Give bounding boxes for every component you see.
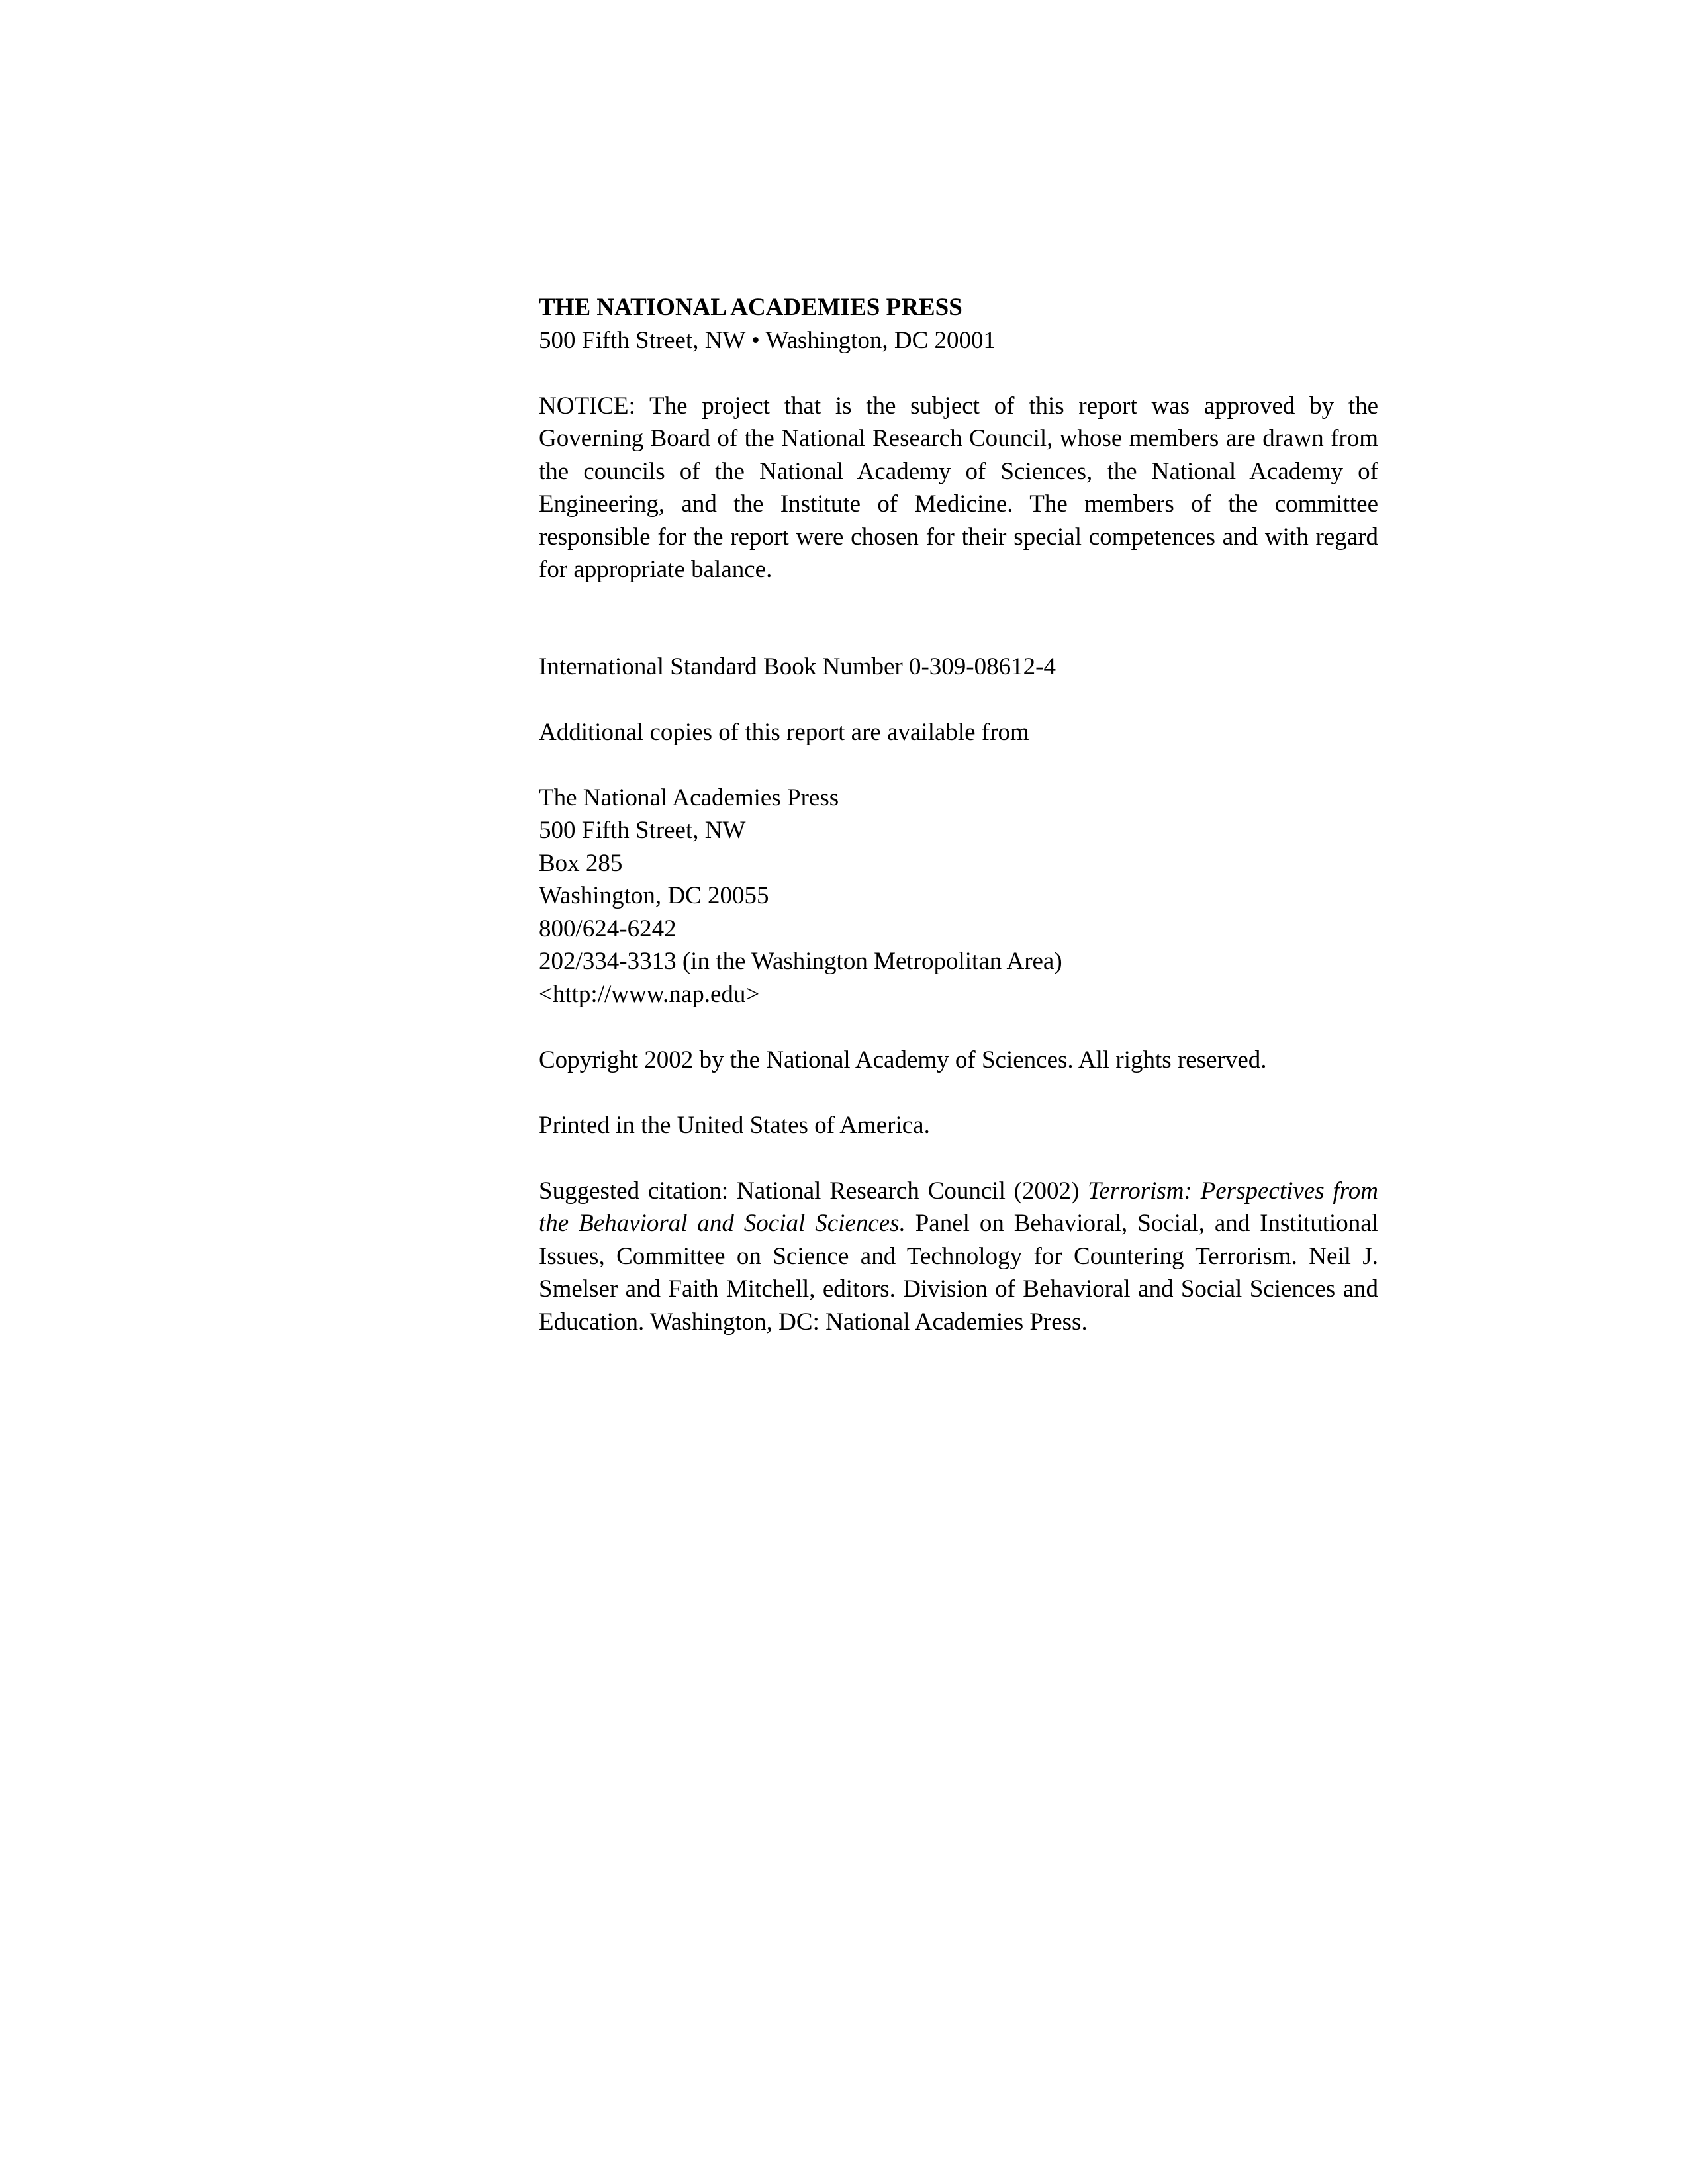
copyright-page <box>539 291 1378 1338</box>
citation-prefix: Suggested citation: National Research Council (2002) <box>539 1177 1088 1205</box>
contact-line: The National Academies Press <box>539 784 839 811</box>
contact-line: 800/624-6242 <box>539 915 677 942</box>
copyright-line: Copyright 2002 by the National Academy of Sciences. All rights reserved. <box>539 1046 1267 1073</box>
citation-suffix: Panel on Behavioral, Social, and Institutional Issues, Committee on Science and Technology for Countering Terrorism. Neil J. Smelser and Faith Mitchell, editors. Division of Behavioral and Social Sciences and Education. Washington, DC: National Academies Press. <box>539 1210 1378 1336</box>
publisher-header <box>539 291 1378 357</box>
citation-title: Terrorism: Perspectives from the Behavioral and Social Sciences. <box>539 1177 1378 1237</box>
isbn-line: International Standard Book Number 0-309-08612-4 <box>539 653 1056 680</box>
contact-line: 500 Fifth Street, NW <box>539 817 746 844</box>
printed-line: Printed in the United States of America. <box>539 1111 930 1139</box>
contact-line: Washington, DC 20055 <box>539 882 769 909</box>
contact-website: <http://www.nap.edu> <box>539 980 760 1008</box>
contact-line: Box 285 <box>539 849 623 877</box>
contact-line: 202/334-3313 (in the Washington Metropolitan Area) <box>539 948 1062 975</box>
citation-paragraph <box>539 1175 1378 1339</box>
contact-address <box>539 782 1378 1011</box>
publisher-address: 500 Fifth Street, NW • Washington, DC 20001 <box>539 326 996 354</box>
notice-paragraph: NOTICE: The project that is the subject of this report was approved by the Governing Board of the National Research Council, whose members are drawn from the councils of the National Academy of Sciences, the National Academy of Engineering, and the Institute of Medicine. The members of the committee responsible for the report were chosen for their special competences and with regard for appropriate balance. <box>539 392 1378 583</box>
publisher-name: THE NATIONAL ACADEMIES PRESS <box>539 294 962 321</box>
availability-line: Additional copies of this report are available from <box>539 718 1029 746</box>
